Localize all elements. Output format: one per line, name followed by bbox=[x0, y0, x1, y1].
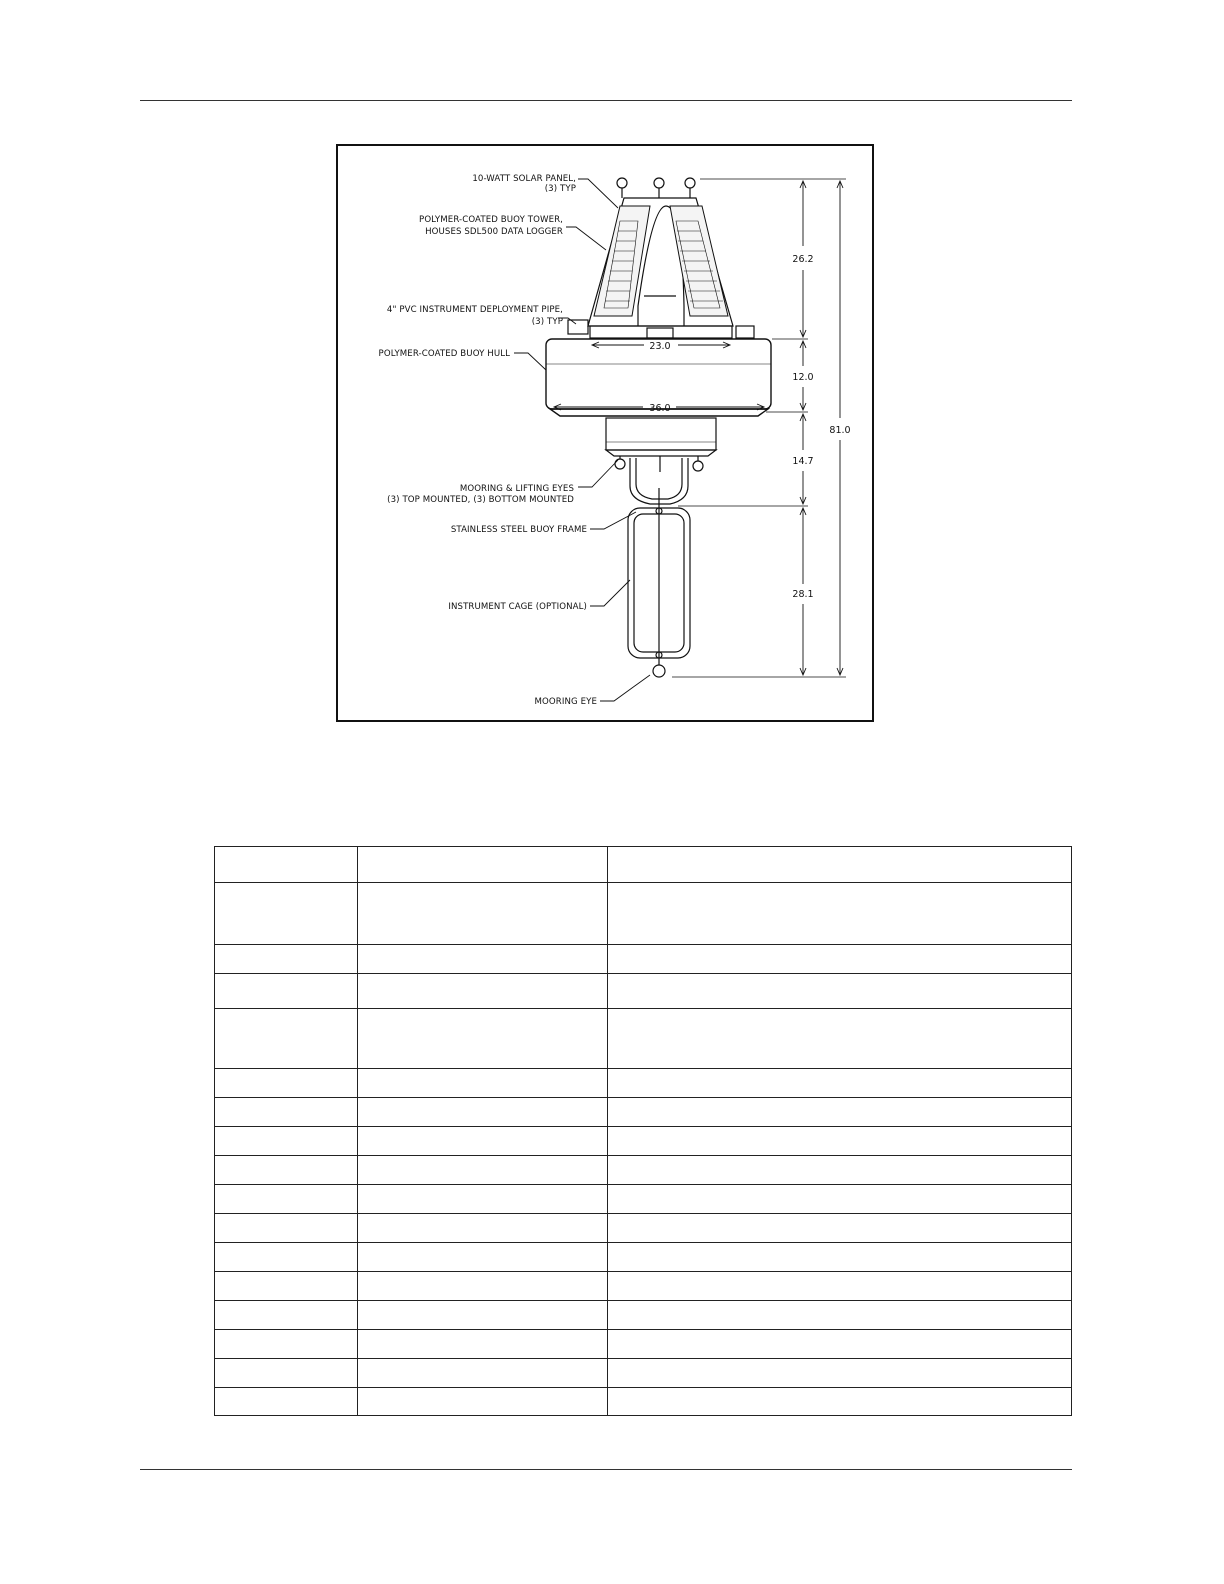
table-row bbox=[215, 1009, 1072, 1069]
bottom-mooring-eyes bbox=[615, 456, 703, 472]
table-cell bbox=[608, 1214, 1072, 1243]
table-cell bbox=[358, 1185, 608, 1214]
top-lifting-eyes bbox=[617, 178, 695, 198]
dim-total-height: 81.0 bbox=[829, 425, 851, 436]
table-cell bbox=[215, 1388, 358, 1416]
table-cell bbox=[358, 1243, 608, 1272]
table-row bbox=[215, 974, 1072, 1009]
table-row bbox=[215, 1069, 1072, 1098]
table-cell bbox=[608, 1359, 1072, 1388]
callout-frame: STAINLESS STEEL BUOY FRAME bbox=[450, 525, 587, 535]
table-cell bbox=[608, 1330, 1072, 1359]
table-cell bbox=[358, 1388, 608, 1416]
callout-pipe-line-2: (3) TYP bbox=[531, 317, 563, 327]
table-cell bbox=[358, 1098, 608, 1127]
table-cell bbox=[358, 945, 608, 974]
header-rule bbox=[140, 100, 1072, 101]
table-row bbox=[215, 1243, 1072, 1272]
table-row bbox=[215, 1156, 1072, 1185]
callout-solar-panel-line-2: (3) TYP bbox=[544, 184, 576, 194]
table-cell bbox=[358, 1156, 608, 1185]
table-cell bbox=[215, 1214, 358, 1243]
table-cell bbox=[215, 1009, 358, 1069]
table-cell bbox=[215, 847, 358, 883]
callout-tower-line-2: HOUSES SDL500 DATA LOGGER bbox=[425, 227, 563, 237]
table-cell bbox=[358, 1330, 608, 1359]
dim-hull-width: 36.0 bbox=[649, 403, 671, 414]
stainless-steel-frame bbox=[630, 458, 688, 508]
table-cell bbox=[608, 1185, 1072, 1214]
dim-cage-height: 28.1 bbox=[792, 589, 814, 600]
dim-hull-height: 12.0 bbox=[792, 372, 814, 383]
table-cell bbox=[215, 1185, 358, 1214]
table-cell bbox=[215, 1156, 358, 1185]
table-row bbox=[215, 1359, 1072, 1388]
callout-eyes-line-2: (3) TOP MOUNTED, (3) BOTTOM MOUNTED bbox=[387, 495, 574, 505]
table-cell bbox=[608, 1069, 1072, 1098]
table-cell bbox=[608, 1127, 1072, 1156]
buoy-deck bbox=[568, 320, 754, 338]
callout-cage: INSTRUMENT CAGE (OPTIONAL) bbox=[448, 602, 587, 612]
table-cell bbox=[358, 1359, 608, 1388]
table-cell bbox=[608, 945, 1072, 974]
table-cell bbox=[358, 847, 608, 883]
buoy-lower-body bbox=[606, 418, 716, 456]
dim-tower-height: 26.2 bbox=[792, 254, 814, 265]
table-cell bbox=[358, 1214, 608, 1243]
table-cell bbox=[358, 1127, 608, 1156]
table-cell bbox=[608, 1098, 1072, 1127]
buoy-diagram bbox=[338, 146, 872, 720]
table-row bbox=[215, 1330, 1072, 1359]
table-cell bbox=[215, 1301, 358, 1330]
table-row bbox=[215, 1214, 1072, 1243]
table-cell bbox=[608, 1388, 1072, 1416]
table-row bbox=[215, 1127, 1072, 1156]
table-row bbox=[215, 1388, 1072, 1416]
callout-hull: POLYMER-COATED BUOY HULL bbox=[378, 349, 510, 359]
horizontal-dimension-lines bbox=[554, 342, 764, 410]
callout-eyes-line-1: MOORING & LIFTING EYES bbox=[459, 484, 574, 494]
table-cell bbox=[358, 1009, 608, 1069]
table-cell bbox=[215, 1127, 358, 1156]
table-row bbox=[215, 883, 1072, 945]
table-row bbox=[215, 1098, 1072, 1127]
callout-solar-panel-line-1: 10-WATT SOLAR PANEL, bbox=[472, 174, 576, 184]
table-cell bbox=[215, 883, 358, 945]
callout-mooring-eye: MOORING EYE bbox=[534, 697, 597, 707]
table-row bbox=[215, 1272, 1072, 1301]
table-cell bbox=[358, 1069, 608, 1098]
table-cell bbox=[608, 1009, 1072, 1069]
callout-pipe-line-1: 4" PVC INSTRUMENT DEPLOYMENT PIPE, bbox=[386, 305, 563, 315]
table-cell bbox=[608, 1156, 1072, 1185]
solar-panels bbox=[594, 206, 728, 316]
table-cell bbox=[608, 1243, 1072, 1272]
table-cell bbox=[215, 1098, 358, 1127]
table-cell bbox=[215, 974, 358, 1009]
specifications-table bbox=[214, 846, 1072, 1416]
instrument-cage bbox=[628, 508, 690, 658]
table-row bbox=[215, 847, 1072, 883]
table-cell bbox=[358, 1272, 608, 1301]
callout-tower-line-1: POLYMER-COATED BUOY TOWER, bbox=[419, 215, 563, 225]
table-cell bbox=[215, 1330, 358, 1359]
table-cell bbox=[215, 1359, 358, 1388]
table-cell bbox=[215, 1272, 358, 1301]
table-cell bbox=[215, 945, 358, 974]
table-cell bbox=[215, 1243, 358, 1272]
dim-frame-height: 14.7 bbox=[792, 456, 814, 467]
table-cell bbox=[608, 883, 1072, 945]
table-row bbox=[215, 945, 1072, 974]
dim-tower-width: 23.0 bbox=[649, 341, 671, 352]
table-cell bbox=[608, 1272, 1072, 1301]
footer-rule bbox=[140, 1469, 1072, 1470]
table-row bbox=[215, 1301, 1072, 1330]
bottom-mooring-eye bbox=[653, 658, 665, 677]
table-cell bbox=[215, 1069, 358, 1098]
table-cell bbox=[358, 1301, 608, 1330]
table-cell bbox=[608, 1301, 1072, 1330]
table-row bbox=[215, 1185, 1072, 1214]
table-cell bbox=[608, 847, 1072, 883]
table-cell bbox=[608, 974, 1072, 1009]
table-cell bbox=[358, 974, 608, 1009]
table-cell bbox=[358, 883, 608, 945]
buoy-diagram-figure bbox=[336, 144, 874, 722]
